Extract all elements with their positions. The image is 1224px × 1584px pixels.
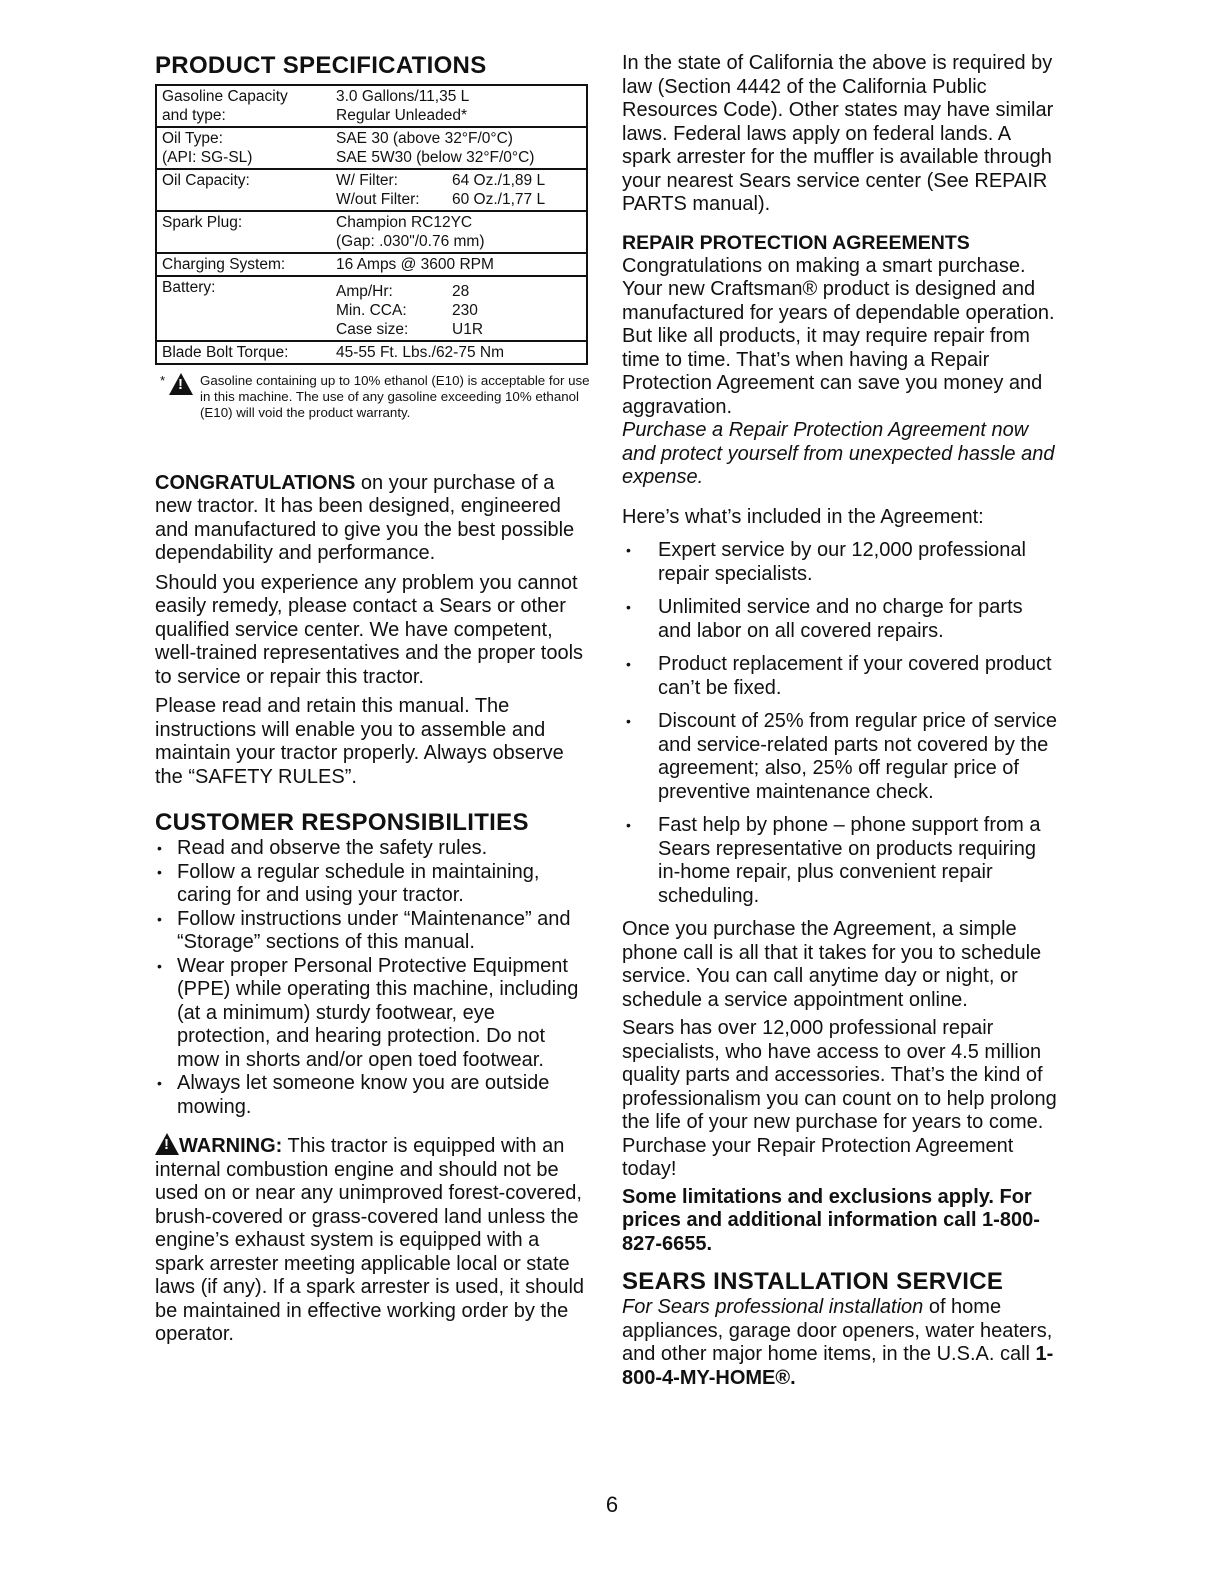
congrats-paragraph-3: Please read and retain this manual. The instructions will enable you to assemble and maintain your tractor properly. Always observe the “SAFETY RULES”.: [155, 695, 564, 788]
spec-value: 64 Oz./1,89 L: [452, 172, 546, 189]
list-item: • Follow instructions under “Maintenance” and “Storage” sections of this manual.: [155, 908, 591, 955]
spec-key: Blade Bolt Torque:: [162, 344, 289, 361]
warning-triangle-icon: [155, 1133, 179, 1155]
customer-title: CUSTOMER RESPONSIBILITIES: [155, 809, 529, 837]
rpa-italic: Purchase a Repair Protection Agreement now and protect yourself from unexpected hassle and expense.: [622, 419, 1055, 488]
spec-value: (Gap: .030"/0.76 mm): [336, 233, 485, 250]
spec-value: Regular Unleaded*: [336, 107, 467, 124]
spec-value: 60 Oz./1,77 L: [452, 191, 546, 208]
spec-key: Gasoline Capacity: [162, 88, 288, 105]
warning-paragraph: [155, 1133, 591, 1347]
congrats-text: on your purchase of a new tractor. It has been designed, engineered and manufactured to give you the best possible dependability and performance.: [155, 471, 575, 565]
spec-row-spark-plug: [156, 211, 587, 253]
california-paragraph: In the state of California the above is required by law (Section 4442 of the California Public Resources Code). Other states may have similar laws. Federal laws apply on federal lands. A spark arrester for the muffler is available through your nearest Sears service center (See REPAIR PARTS manual).: [622, 52, 1054, 215]
spec-sub-key: W/out Filter:: [336, 191, 420, 208]
list-item: • Product replacement if your covered product can’t be fixed.: [622, 653, 1058, 700]
spec-row-oil-capacity: [156, 169, 587, 211]
spec-key: and type:: [162, 107, 226, 124]
limitations-paragraph: Some limitations and exclusions apply. For prices and additional information call 1-800-827-6655.: [622, 1185, 1040, 1255]
rpa-title: REPAIR PROTECTION AGREEMENTS: [622, 231, 970, 254]
congrats-paragraph-1: [155, 472, 591, 566]
spec-value: Champion RC12YC: [336, 214, 473, 231]
list-item: • Unlimited service and no charge for parts and labor on all covered repairs.: [622, 596, 1058, 643]
congrats-lead: CONGRATULATIONS: [155, 471, 356, 494]
spec-row-charging: [156, 253, 587, 276]
spec-key: Spark Plug:: [162, 214, 243, 231]
congrats-paragraph-2: Should you experience any problem you cannot easily remedy, please contact a Sears or other qualified service center. We have competent, well-trained representatives and the proper tools to service or repair this tractor.: [155, 571, 584, 688]
spec-key: Battery:: [162, 279, 216, 296]
specs-title: PRODUCT SPECIFICATIONS: [155, 52, 487, 79]
spec-value: 16 Amps @ 3600 RPM: [336, 256, 494, 273]
spec-sub-key: Min. CCA:: [336, 302, 407, 319]
warning-label: WARNING:: [179, 1135, 283, 1158]
page-number: 6: [605, 1492, 619, 1517]
included-list: [622, 539, 1058, 908]
install-phone: 1-800-4-MY-HOME®.: [622, 1343, 1054, 1389]
spec-value: 3.0 Gallons/11,35 L: [336, 88, 470, 105]
list-item: • Always let someone know you are outside mowing.: [155, 1072, 591, 1119]
spec-key: (API: SG-SL): [162, 149, 253, 166]
list-item: • Wear proper Personal Protective Equipment (PPE) while operating this machine, including (at a minimum) sturdy footwear, eye protection, and hearing protection. Do not mow in shorts and/or open toed footwear.: [155, 955, 591, 1073]
list-item: • Expert service by our 12,000 professional repair specialists.: [622, 539, 1058, 586]
customer-list: [155, 837, 591, 1119]
spec-value: SAE 5W30 (below 32°F/0°C): [336, 149, 535, 166]
install-paragraph: [622, 1296, 1058, 1390]
spec-sub-key: Case size:: [336, 321, 409, 338]
sears-has-paragraph: Sears has over 12,000 professional repair specialists, who have access to over 4.5 million quality parts and accessories. That’s the kind of professionalism you can count on to help prolong the life of your new purchase for years to come. Purchase your Repair Protection Agreement today!: [622, 1017, 1057, 1180]
spec-row-blade-bolt: [156, 341, 587, 364]
once-paragraph: Once you purchase the Agreement, a simple phone call is all that it takes for you to schedule service. You can call anytime day or night, or schedule a service appointment online.: [622, 918, 1042, 1011]
footnote-star: *: [160, 373, 166, 388]
footnote-text: Gasoline containing up to 10% ethanol (E10) is acceptable for use in this machine. The use of any gasoline exceeding 10% ethanol (E10) will void the product warranty.: [200, 373, 590, 421]
right-column: [622, 52, 1058, 1390]
spec-value: 28: [452, 283, 470, 300]
spec-sub-key: W/ Filter:: [336, 172, 398, 189]
warning-text: This tractor is equipped with an internal combustion engine and should not be used on or near any unimproved forest-covered, brush-covered or grass-covered land unless the engine’s exhaust system is equipped with a spark arrester meeting applicable local or state laws (if any). If a spark arrester is used, it should be maintained in effective working order by the operator.: [155, 1135, 585, 1346]
congrats-section: [155, 472, 591, 790]
spec-row-gasoline: [156, 85, 587, 127]
spec-row-battery: [156, 276, 587, 341]
install-text: of home appliances, garage door openers, water heaters, and other major home items, in the U.S.A. call: [622, 1296, 1053, 1365]
spec-sub-key: Amp/Hr:: [336, 283, 393, 300]
list-item: • Follow a regular schedule in maintaining, caring for and using your tractor.: [155, 861, 591, 908]
spec-key: Charging System:: [162, 256, 286, 273]
specs-table: [155, 84, 588, 365]
list-item: • Fast help by phone – phone support from a Sears representative on products requiring in-home repair, plus convenient repair scheduling.: [622, 814, 1058, 908]
left-column: [155, 52, 591, 1347]
warning-triangle-icon: [169, 373, 193, 395]
install-italic: For Sears professional installation: [622, 1296, 924, 1318]
spec-value: 230: [452, 302, 478, 319]
spec-value: SAE 30 (above 32°F/0°C): [336, 130, 513, 147]
spec-value: 45-55 Ft. Lbs./62-75 Nm: [336, 344, 504, 361]
list-item: • Read and observe the safety rules.: [155, 837, 591, 861]
rpa-paragraph: Congratulations on making a smart purchase. Your new Craftsman® product is designed and manufactured for years of dependable operation. But like all products, it may require repair from time to time. That’s when having a Repair Protection Agreement can save you money and aggravation.: [622, 254, 1055, 418]
list-item: • Discount of 25% from regular price of service and service-related parts not covered by the agreement; also, 25% off regular price of preventive maintenance check.: [622, 710, 1058, 804]
included-intro: Here’s what’s included in the Agreement:: [622, 505, 984, 528]
spec-value: U1R: [452, 321, 484, 338]
specs-footnote: [155, 373, 591, 422]
spec-key: Oil Type:: [162, 130, 223, 147]
spec-row-oil-type: [156, 127, 587, 169]
spec-key: Oil Capacity:: [162, 172, 250, 189]
install-title: SEARS INSTALLATION SERVICE: [622, 1268, 1004, 1295]
